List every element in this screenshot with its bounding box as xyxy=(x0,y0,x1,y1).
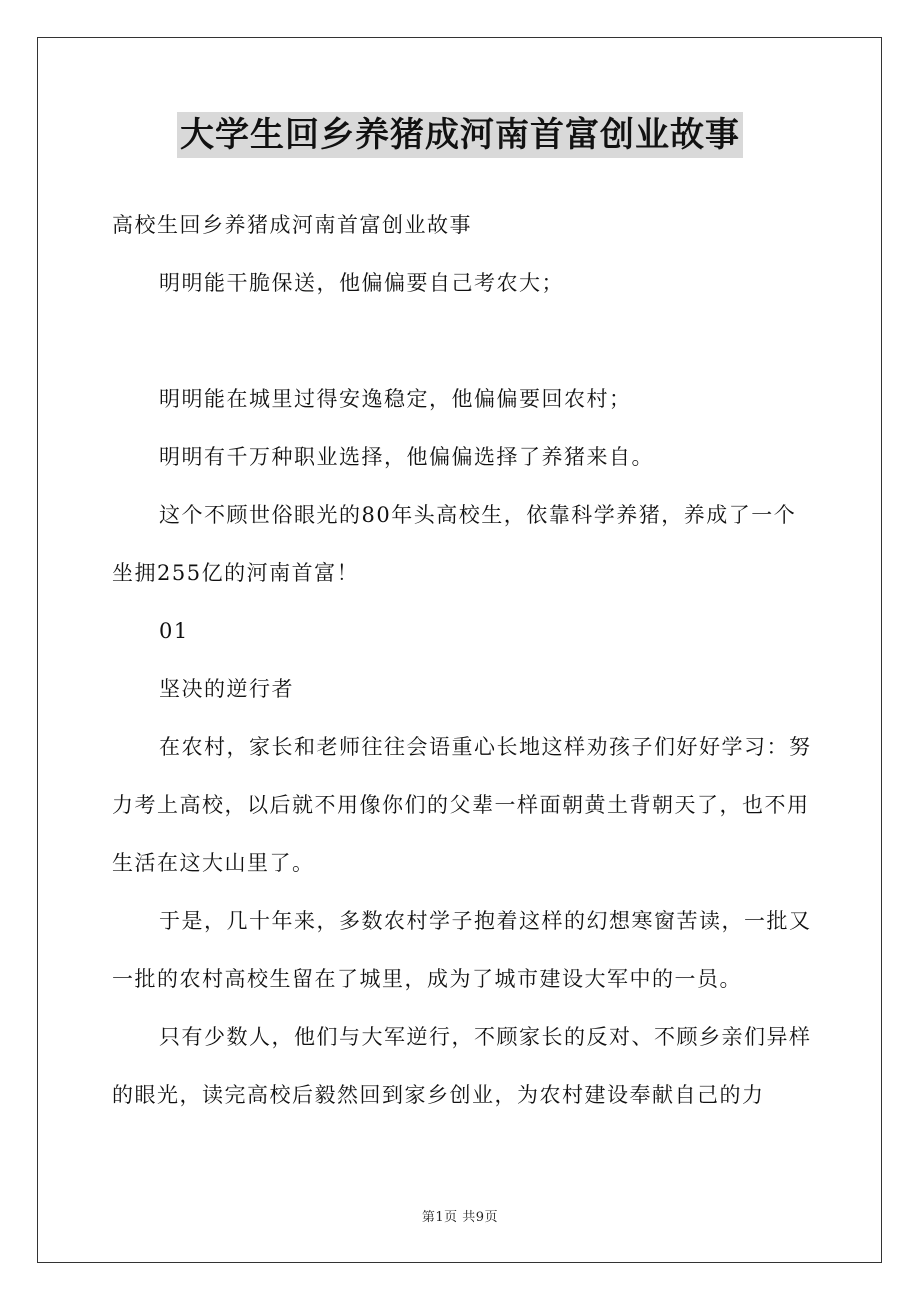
section-number: 01 xyxy=(159,619,189,643)
paragraph: 明明能在城里过得安逸稳定，他偏偏要回农村； xyxy=(159,387,632,411)
paragraph: 于是，几十年来，多数农村学子抱着这样的幻想寒窗苦读，一批又一批的农村高校生留在了城里，成为了城市建设大军中的一员。 xyxy=(112,909,812,991)
paragraph: 明明能干脆保送，他偏偏要自己考农大； xyxy=(159,271,564,295)
page-footer: 第1页 共9页 xyxy=(421,1210,499,1225)
paragraph-spacer xyxy=(112,312,812,370)
document-body xyxy=(112,196,812,1124)
title-container xyxy=(0,112,920,158)
paragraph: 只有少数人，他们与大军逆行，不顾家长的反对、不顾乡亲们异样的眼光，读完高校后毅然回到家乡创业，为农村建设奉献自己的力 xyxy=(112,1025,812,1107)
section-heading: 坚决的逆行者 xyxy=(159,677,294,701)
document-title: 大学生回乡养猪成河南首富创业故事 xyxy=(177,112,743,158)
paragraph: 在农村，家长和老师往往会语重心长地这样劝孩子们好好学习：努力考上高校，以后就不用像你们的父辈一样面朝黄土背朝天了，也不用生活在这大山里了。 xyxy=(112,735,812,875)
paragraph: 这个不顾世俗眼光的80年头高校生，依靠科学养猪，养成了一个坐拥255亿的河南首富！ xyxy=(112,503,797,585)
paragraph: 明明有千万种职业选择，他偏偏选择了养猪来自。 xyxy=(159,445,654,469)
paragraph-subtitle: 高校生回乡养猪成河南首富创业故事 xyxy=(112,213,472,237)
